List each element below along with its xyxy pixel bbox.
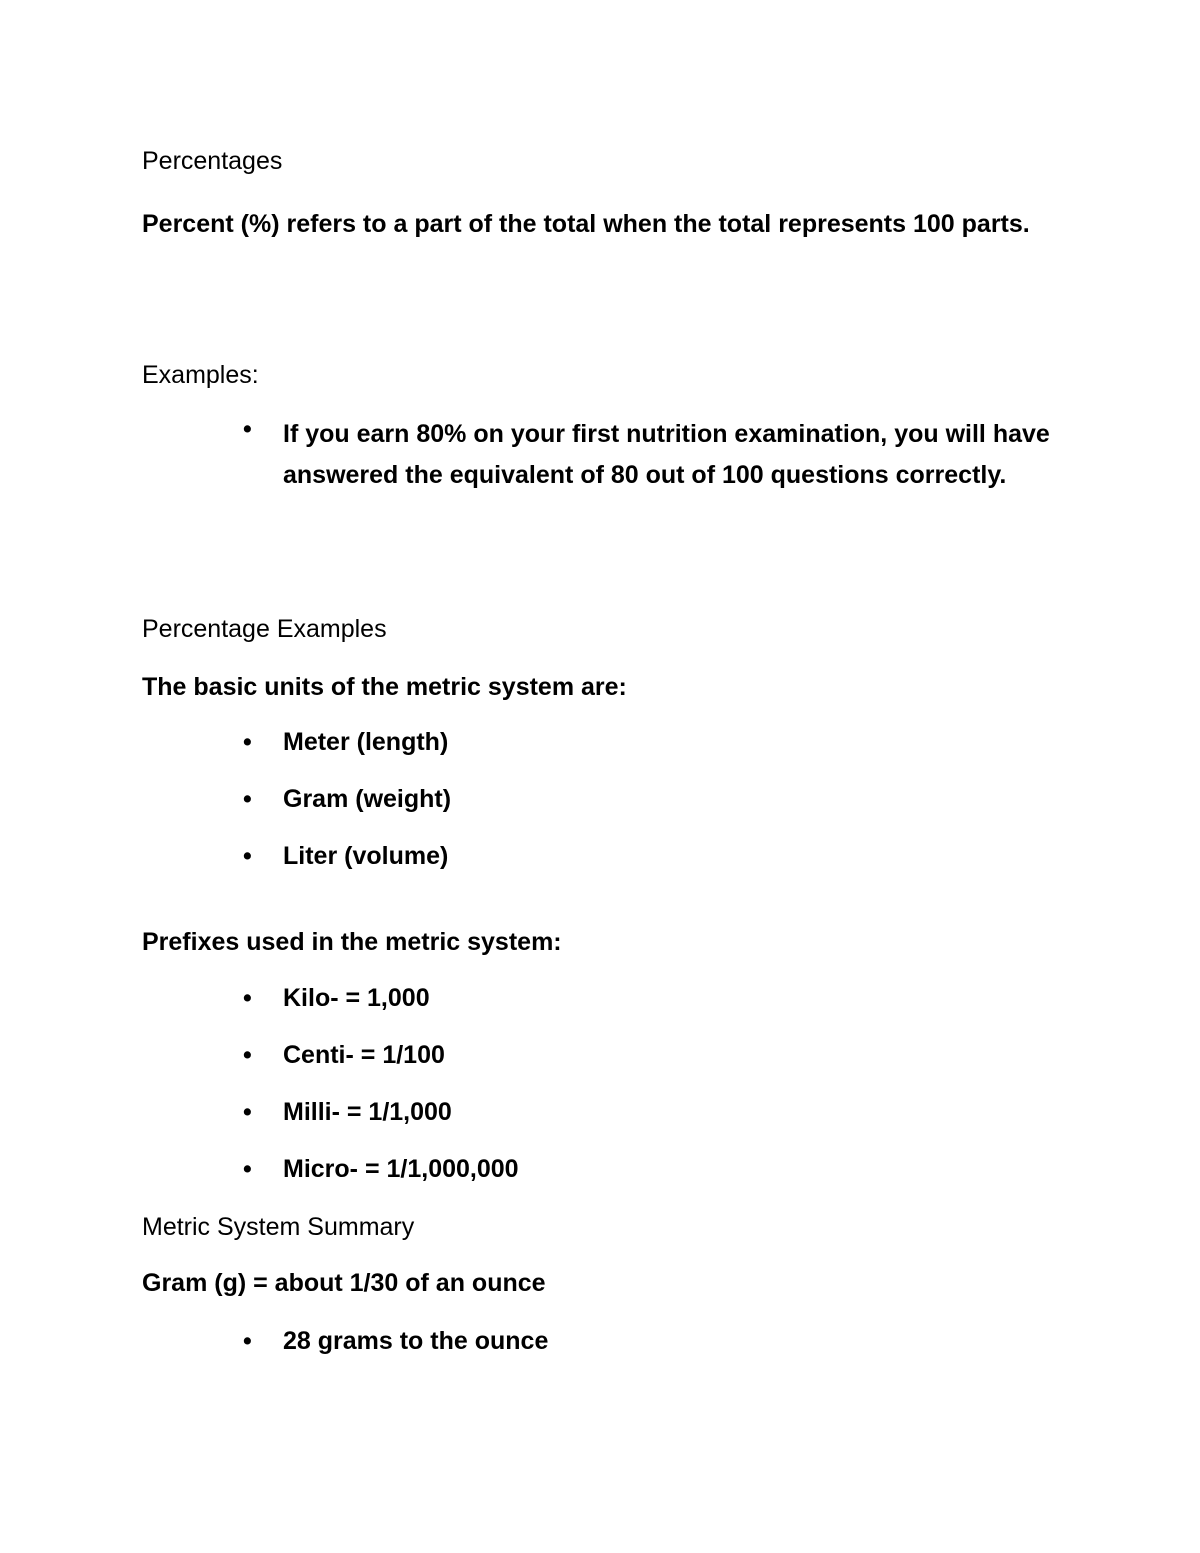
heading-percentages: Percentages	[142, 147, 283, 175]
prefix-text: Kilo- = 1,000	[283, 984, 430, 1012]
prefix-text: Micro- = 1/1,000,000	[283, 1155, 519, 1183]
list-item	[243, 1097, 1073, 1127]
list-item	[243, 841, 1073, 871]
list-item	[243, 1154, 1073, 1184]
bullet-icon: •	[243, 1155, 252, 1183]
gram-definition: Gram (g) = about 1/30 of an ounce	[142, 1269, 546, 1297]
heading-percentage-examples: Percentage Examples	[142, 615, 387, 643]
list-item	[243, 727, 1073, 757]
prefix-text: Milli- = 1/1,000	[283, 1098, 452, 1126]
heading-metric-summary: Metric System Summary	[142, 1213, 415, 1241]
bullet-icon: •	[243, 415, 252, 443]
basic-unit-text: Meter (length)	[283, 728, 449, 756]
list-item	[243, 784, 1073, 814]
basic-unit-text: Liter (volume)	[283, 842, 449, 870]
bullet-icon: •	[243, 1327, 252, 1355]
bullet-icon: •	[243, 1041, 252, 1069]
percent-definition: Percent (%) refers to a part of the total when the total represents 100 parts.	[142, 210, 1030, 238]
examples-label: Examples:	[142, 361, 259, 389]
bullet-icon: •	[243, 842, 252, 870]
list-item	[243, 983, 1073, 1013]
bullet-icon: •	[243, 984, 252, 1012]
prefix-text: Centi- = 1/100	[283, 1041, 445, 1069]
basic-unit-text: Gram (weight)	[283, 785, 452, 813]
list-item	[243, 414, 1073, 496]
example-bullet-text: If you earn 80% on your first nutrition examination, you will have answered the equivalent of 80 out of 100 questions correctly.	[283, 420, 1050, 489]
list-item	[243, 1326, 1073, 1356]
bullet-icon: •	[243, 1098, 252, 1126]
gram-bullet-text: 28 grams to the ounce	[283, 1327, 549, 1355]
basic-units-intro: The basic units of the metric system are:	[142, 673, 627, 701]
prefixes-intro: Prefixes used in the metric system:	[142, 928, 562, 956]
bullet-icon: •	[243, 785, 252, 813]
bullet-icon: •	[243, 728, 252, 756]
list-item	[243, 1040, 1073, 1070]
